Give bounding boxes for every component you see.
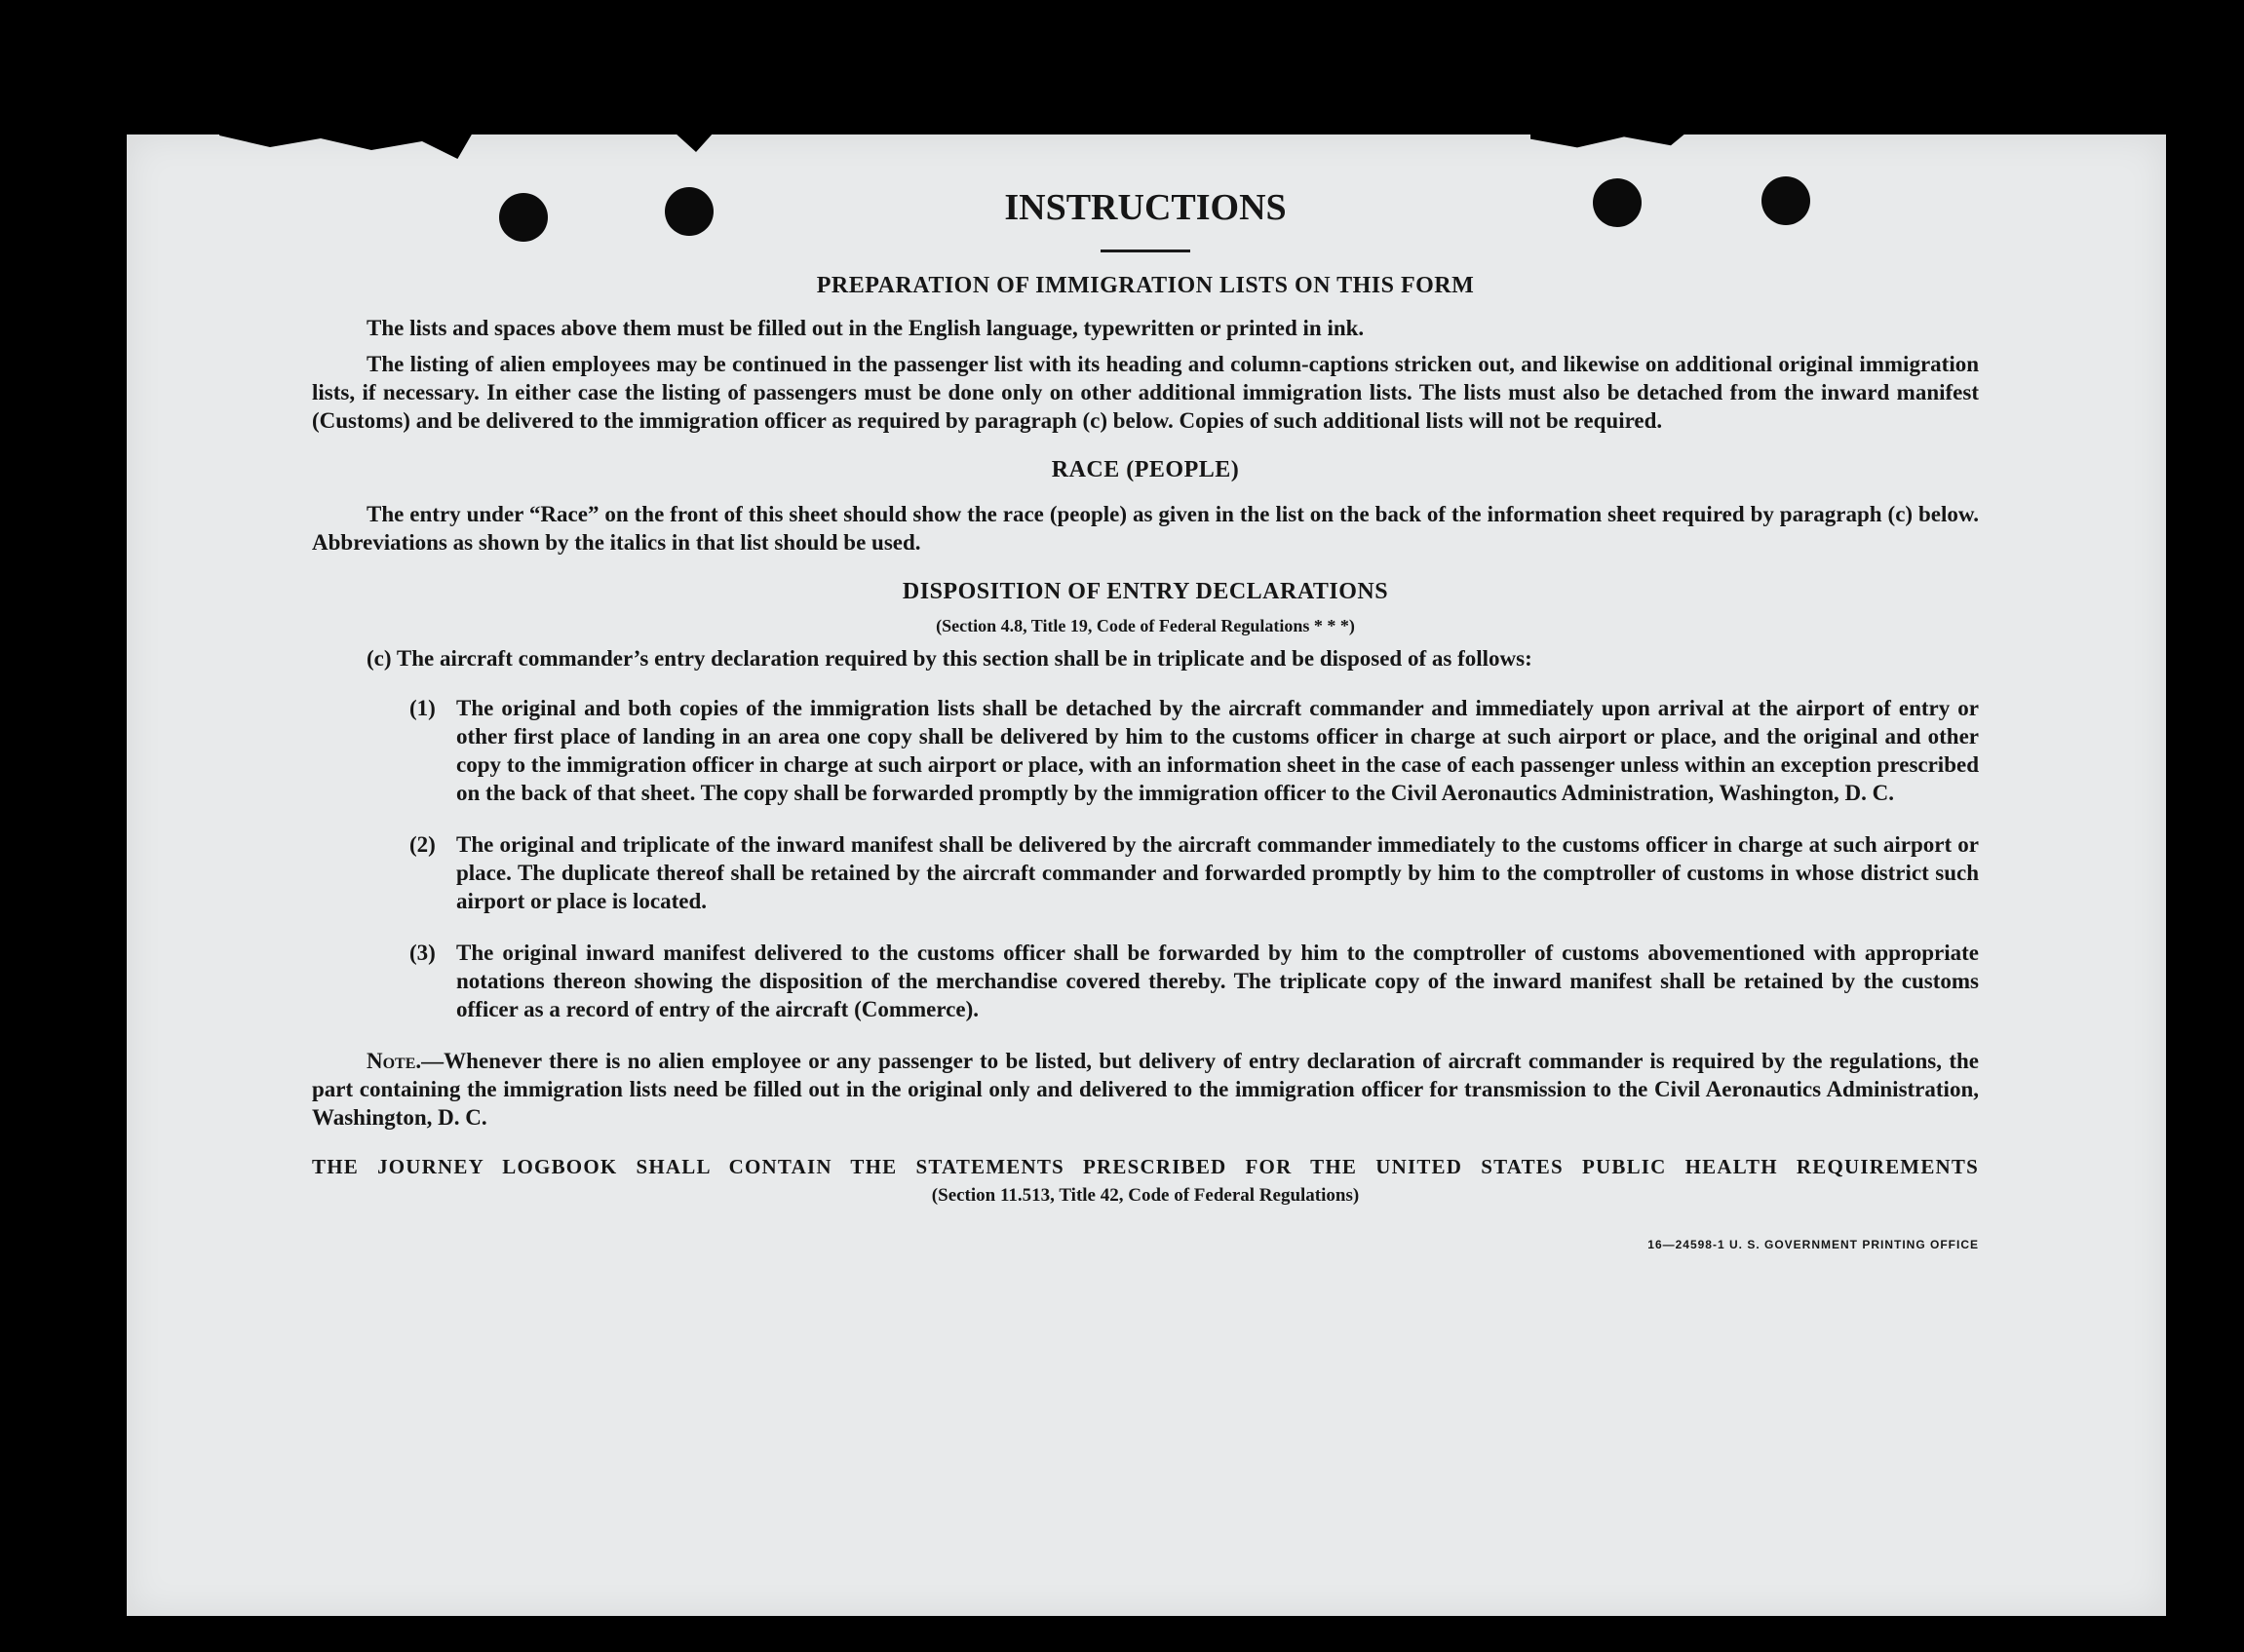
instructions-content bbox=[312, 185, 1979, 1249]
list-item bbox=[409, 694, 1979, 807]
note-text: —Whenever there is no alien employee or any passenger to be listed, but delivery of entry declaration of aircraft commander is required by the regulations, the part containing the immigration lists need be filled out in the original only and delivered to the immigration officer for transmission to the Civil Aeronautics Administration, Washington, D. C. bbox=[312, 1049, 1979, 1130]
paragraph-c: (c) The aircraft commander’s entry declaration required by this section shall be in triplicate and be disposed of as follows: bbox=[367, 646, 1532, 671]
list-item-text: The original and both copies of the immigration lists shall be detached by the aircraft commander and immediately upon arrival at the airport of entry or other first place of landing in an area one copy shall be delivered by him to the customs officer in charge at such airport or place, and the original and other copy to the immigration officer in charge at such airport or place, with an information sheet in the case of each passenger unless within an exception prescribed on the back of that sheet. The copy shall be forwarded promptly by the immigration officer to the Civil Aeronautics Administration, Washington, D. C. bbox=[456, 696, 1979, 805]
paragraph-alien-employees: The listing of alien employees may be continued in the passenger list with its heading and column-captions stricken out, and likewise on additional original immigration lists, if necessary. In either case the listing of passengers must be done only on other additional immigration lists. The lists must also be detached from the inward manifest (Customs) and be delivered to the immigration officer as required by paragraph (c) below. Copies of such additional lists will not be required. bbox=[312, 352, 1979, 433]
section-subheading-disposition: (Section 4.8, Title 19, Code of Federal Regulations * * *) bbox=[936, 616, 1355, 635]
list-item-number: (1) bbox=[409, 696, 436, 720]
torn-edge bbox=[1530, 133, 1686, 154]
list-item-text: The original inward manifest delivered to the customs officer shall be forwarded by him to the comptroller of customs abovementioned with appropriate notations thereon showing the disposition of the merchandise covered thereby. The triplicate copy of the inward manifest shall be retained by the customs officer as a record of entry of the aircraft (Commerce). bbox=[456, 941, 1979, 1021]
paragraph-note bbox=[312, 1047, 1979, 1132]
title-divider bbox=[1101, 250, 1190, 252]
section-heading-preparation: PREPARATION OF IMMIGRATION LISTS ON THIS FORM bbox=[816, 273, 1475, 298]
section-heading-race: RACE (PEOPLE) bbox=[1051, 457, 1240, 482]
torn-edge bbox=[675, 133, 714, 152]
paragraph-race: The entry under “Race” on the front of this sheet should show the race (people) as given in the list on the back of the information sheet required by paragraph (c) below. Abbreviations as shown by the italics in that list should be used. bbox=[312, 502, 1979, 555]
list-item-text: The original and triplicate of the inward manifest shall be delivered by the aircraft commander immediately to the customs officer in charge at such airport or place. The duplicate thereof shall be retained by the aircraft commander and forwarded promptly by him to the comptroller of customs in whose district such airport or place is located. bbox=[456, 832, 1979, 913]
logbook-statement: THE JOURNEY LOGBOOK SHALL CONTAIN THE STATEMENTS PRESCRIBED FOR THE UNITED STATES PUBLIC HEALTH REQUIREMENTS bbox=[312, 1155, 1979, 1178]
list-item-number: (2) bbox=[409, 832, 436, 857]
torn-edge bbox=[219, 133, 473, 162]
note-label: Note. bbox=[367, 1049, 422, 1073]
list-item bbox=[409, 830, 1979, 915]
list-item bbox=[409, 939, 1979, 1023]
section-heading-disposition: DISPOSITION OF ENTRY DECLARATIONS bbox=[902, 579, 1389, 604]
paragraph-language: The lists and spaces above them must be filled out in the English language, typewritten or printed in ink. bbox=[367, 316, 1365, 340]
list-item-number: (3) bbox=[409, 941, 436, 965]
printer-imprint: 16—24598-1 U. S. GOVERNMENT PRINTING OFFICE bbox=[1647, 1238, 1979, 1251]
logbook-subheading: (Section 11.513, Title 42, Code of Federal Regulations) bbox=[931, 1185, 1360, 1206]
page-title: INSTRUCTIONS bbox=[1004, 187, 1287, 228]
